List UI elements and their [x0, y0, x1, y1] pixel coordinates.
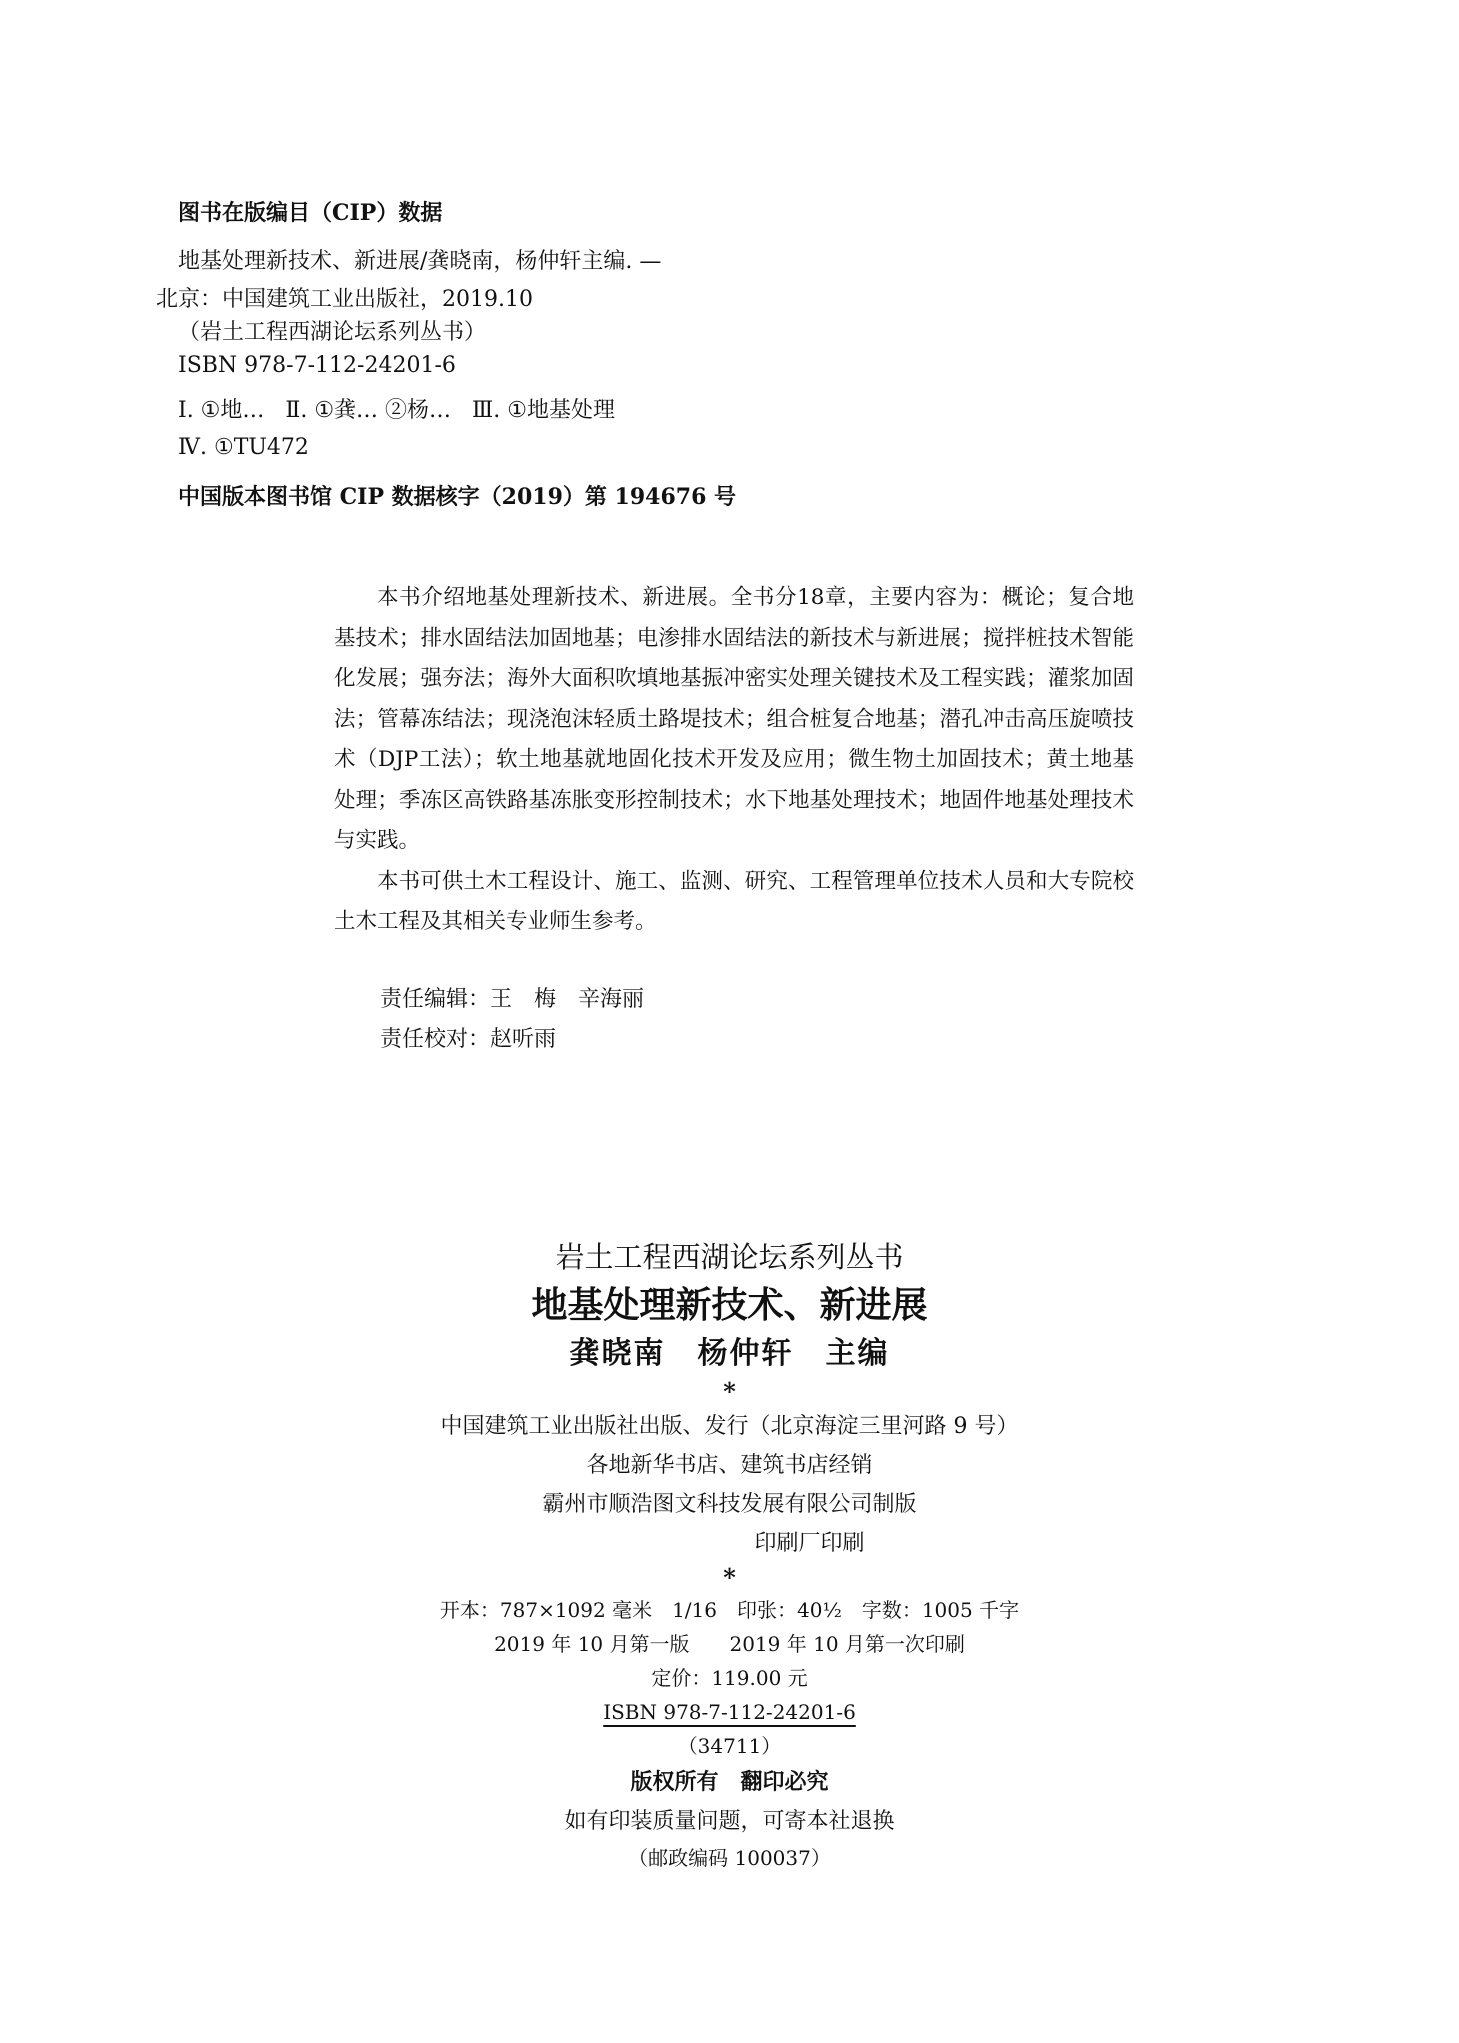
cip-record-line-2: 北京：中国建筑工业出版社，2019.10: [156, 287, 533, 312]
book-title: 地基处理新技术、新进展: [531, 1284, 928, 1326]
responsible-editor: 责任编辑：王 梅 辛海丽: [380, 987, 645, 1012]
cip-block: [156, 196, 818, 511]
separator-star-1: *: [723, 1377, 736, 1406]
price-line: 定价：119.00 元: [651, 1666, 808, 1690]
edition-line: 2019 年 10 月第一版 2019 年 10 月第一次印刷: [494, 1632, 965, 1656]
cip-record-line-3: （岩土工程西湖论坛系列丛书）: [178, 320, 487, 345]
printer-line: 印刷厂印刷: [754, 1531, 865, 1556]
rights-notice: 版权所有 翻印必究: [630, 1769, 829, 1795]
imprint-block: [0, 1235, 1459, 1875]
cip-heading: 图书在版编目（CIP）数据: [178, 200, 443, 226]
cip-record-line-4: ISBN 978-7-112-24201-6: [178, 353, 456, 378]
series-name: 岩土工程西湖论坛系列丛书: [555, 1240, 904, 1274]
book-summary: [334, 578, 1134, 943]
format-line: 开本：787×1092 毫米 1/16 印张：40½ 字数：1005 千字: [439, 1598, 1020, 1622]
cip-classification-line-1: Ⅰ. ①地… Ⅱ. ①龚… ②杨… Ⅲ. ①地基处理: [178, 398, 615, 423]
returns-notice: 如有印装质量问题，可寄本社退换: [564, 1809, 895, 1834]
summary-paragraph-2: 本书可供土木工程设计、施工、监测、研究、工程管理单位技术人员和大专院校土木工程及其相关专业师生参考。: [334, 868, 1134, 934]
isbn-line: ISBN 978-7-112-24201-6: [603, 1700, 856, 1724]
cip-classification-line-2: Ⅳ. ①TU472: [178, 435, 309, 460]
distributor-line: 各地新华书店、建筑书店经销: [586, 1453, 873, 1478]
editor-credits: [380, 980, 644, 1060]
publisher-line: 中国建筑工业出版社出版、发行（北京海淀三里河路 9 号）: [440, 1414, 1019, 1439]
responsible-proofreader: 责任校对：赵听雨: [380, 1027, 557, 1052]
separator-star-2: *: [723, 1563, 736, 1592]
postcode-line: （邮政编码 100037）: [628, 1846, 831, 1870]
book-authors: 龚晓南 杨仲轩 主编: [569, 1336, 890, 1371]
cip-record-line-1: 地基处理新技术、新进展/龚晓南，杨仲轩主编. —: [178, 249, 662, 274]
cip-record-number: 中国版本图书馆 CIP 数据核字（2019）第 194676 号: [178, 484, 737, 510]
summary-paragraph-1: 本书介绍地基处理新技术、新进展。全书分18章，主要内容为：概论；复合地基技术；排水固结法加固地基；电渗排水固结法的新技术与新进展；搅拌桩技术智能化发展；强夯法；海外大面积吹填地基振冲密实处理关键技术及工程实践；灌浆加固法；管幕冻结法；现浇泡沫轻质土路堤技术；组合桩复合地基；潜孔冲击高压旋喷技术（DJP工法）；软土地基就地固化技术开发及应用；微生物土加固技术；黄土地基处理；季冻区高铁路基冻胀变形控制技术；水下地基处理技术；地固件地基处理技术与实践。: [334, 585, 1134, 853]
typesetter-line: 霸州市顺浩图文科技发展有限公司制版: [542, 1492, 917, 1517]
book-code: （34711）: [677, 1734, 782, 1758]
